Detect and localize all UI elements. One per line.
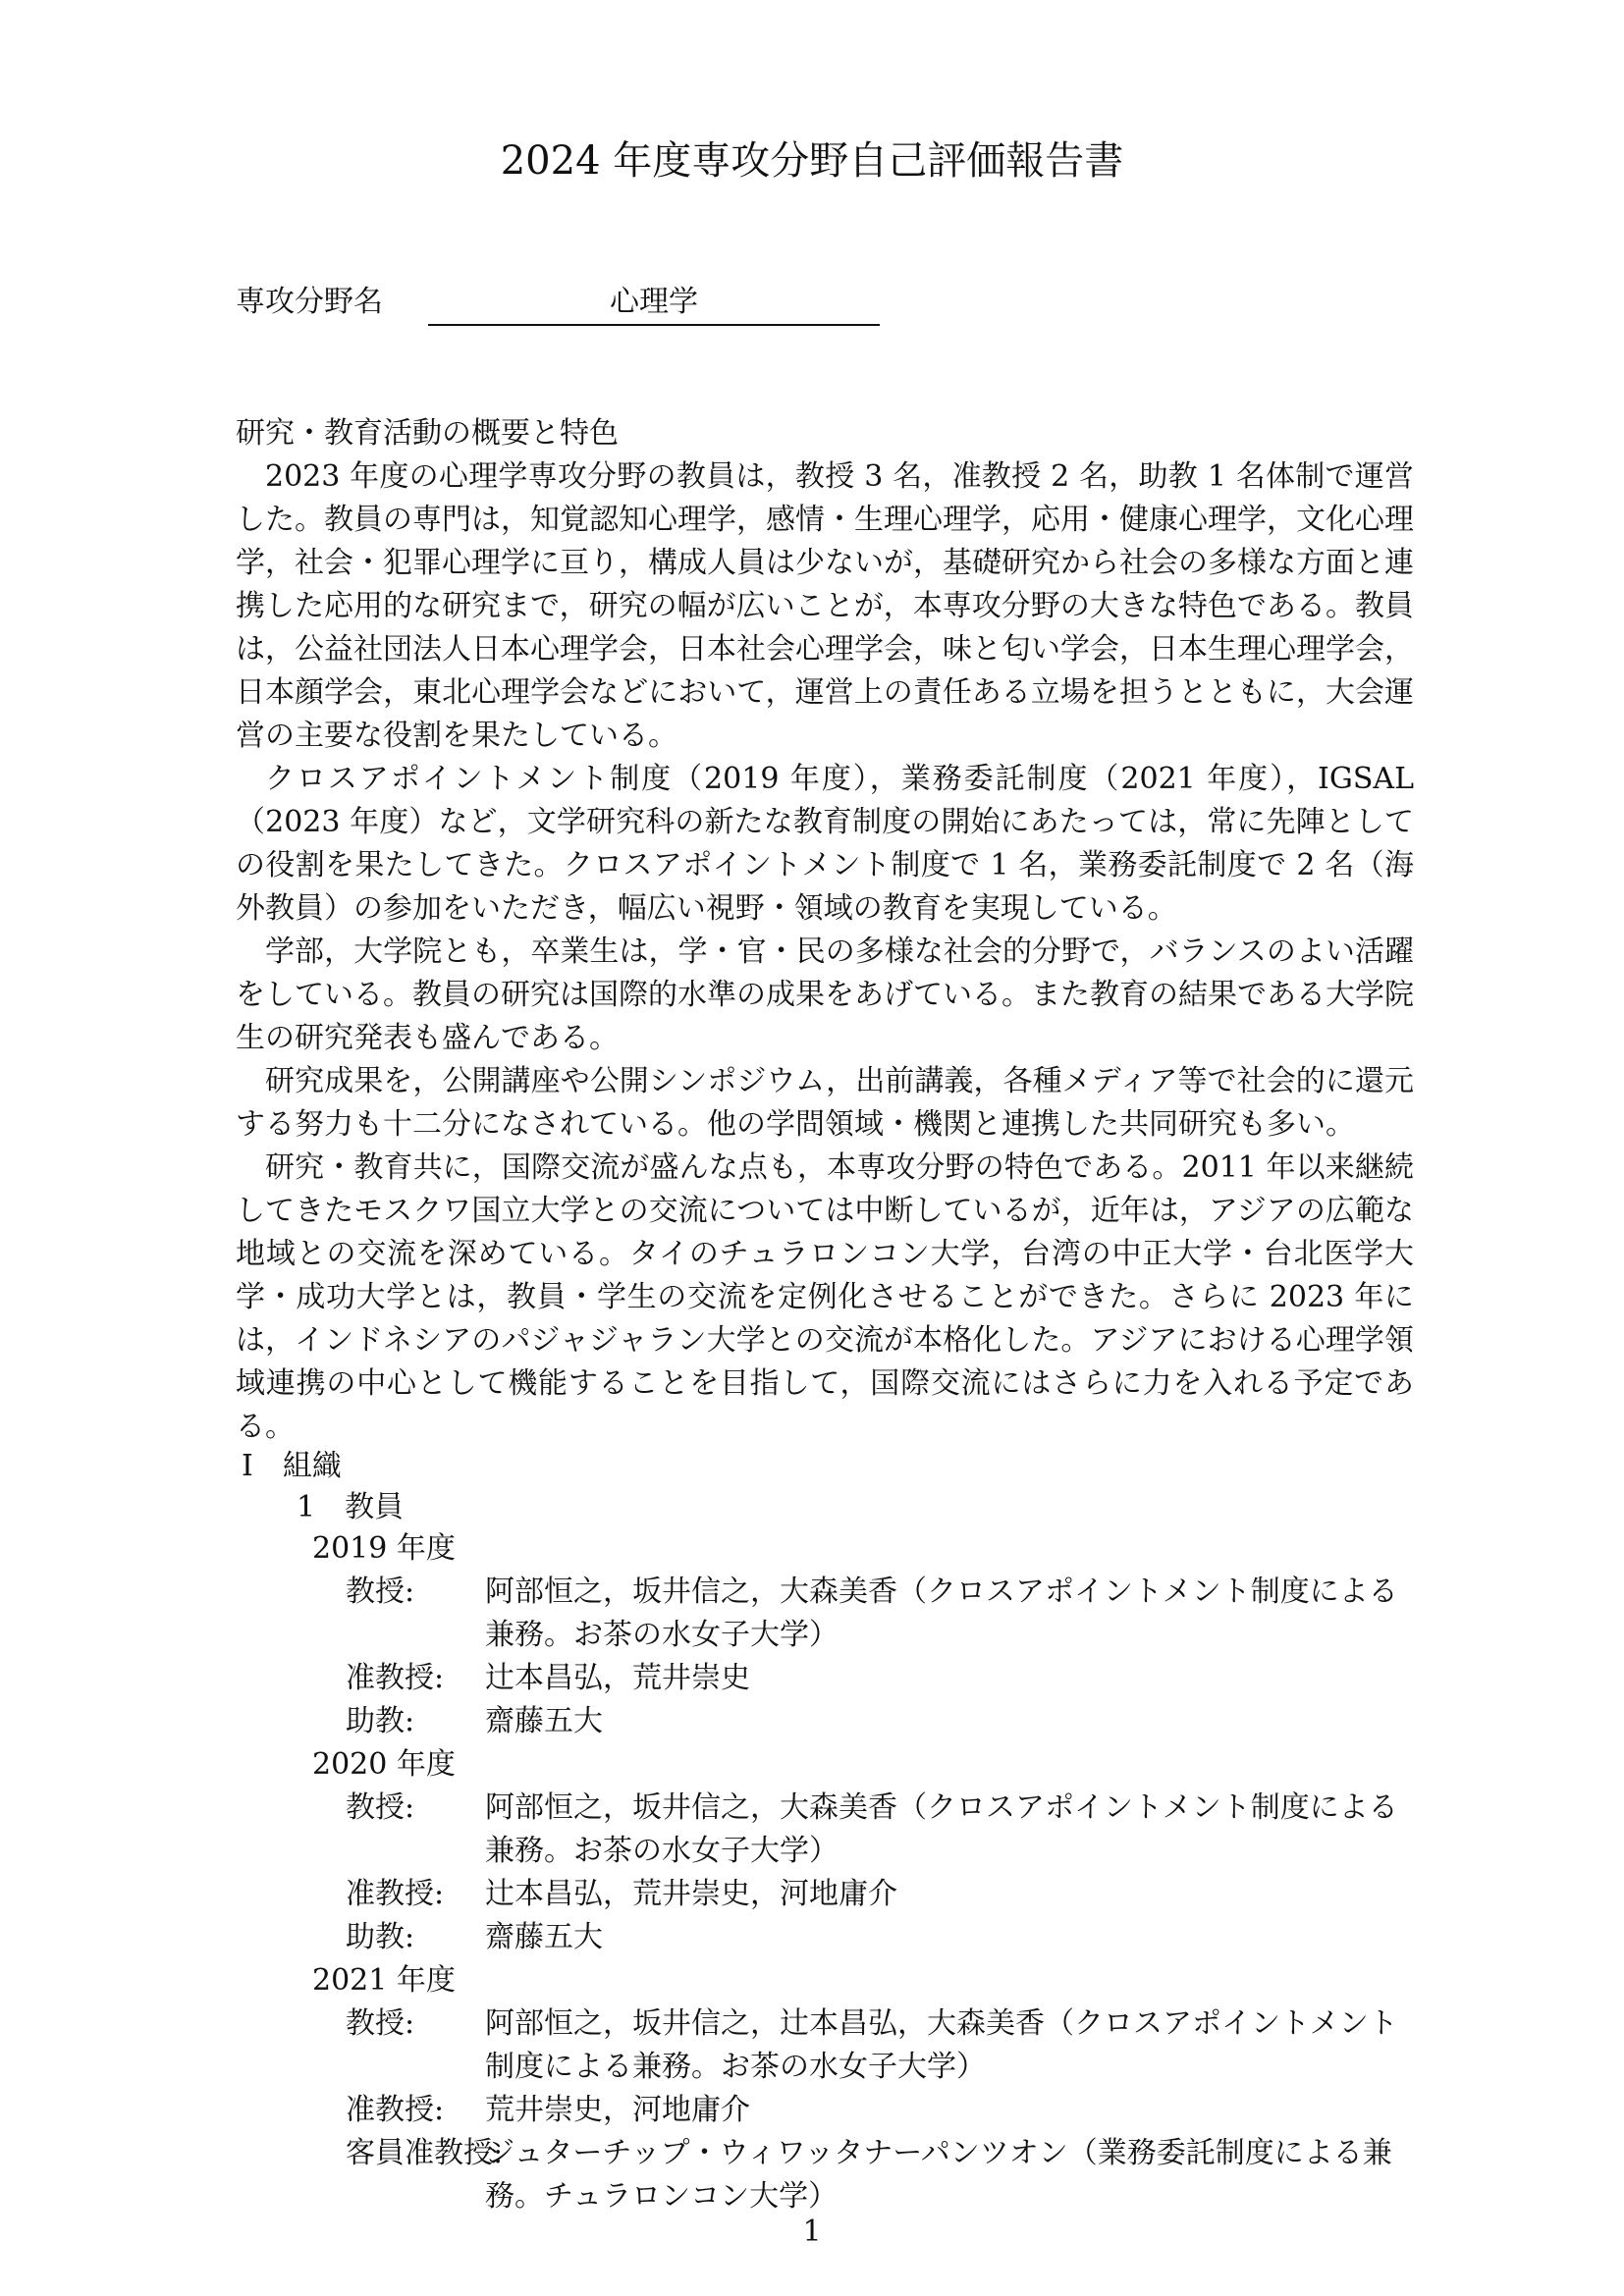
major-field-value: 心理学 bbox=[428, 281, 880, 326]
year-label: 2019 年度 bbox=[312, 1531, 456, 1566]
page-number: 1 bbox=[802, 2215, 822, 2249]
overview-paragraph: 学部，大学院とも，卒業生は，学・官・民の多様な社会的分野で，バランスのよい活躍をしている。教員の研究は国際的水準の成果をあげている。また教育の結果である大学院生の研究発表も盛んである。 bbox=[236, 934, 1414, 1055]
year-label: 2021 年度 bbox=[312, 1963, 456, 1998]
role-name: 助教: bbox=[346, 1704, 415, 1738]
overview-heading: 研究・教育活動の概要と特色 bbox=[236, 416, 619, 451]
role-name: 助教: bbox=[346, 1920, 415, 1954]
role-members: 阿部恒之，坂井信之，辻本昌弘，大森美香（クロスアポイントメント制度による兼務。お茶の水女子大学） bbox=[485, 2006, 1398, 2084]
role-members: 辻本昌弘，荒井崇史 bbox=[485, 1661, 750, 1695]
subsection-heading: 1 教員 bbox=[297, 1490, 405, 1524]
staff-year-block bbox=[312, 1527, 1422, 2218]
role-members: 阿部恒之，坂井信之，大森美香（クロスアポイントメント制度による兼務。お茶の水女子大学） bbox=[485, 1790, 1398, 1868]
section-heading: Ⅰ 組織 bbox=[242, 1449, 342, 1483]
role-name: 客員准教授: bbox=[346, 2136, 504, 2170]
role-row bbox=[312, 1916, 1422, 1959]
overview-paragraph: 研究成果を，公開講座や公開シンポジウム，出前講義，各種メディア等で社会的に還元する努力も十二分になされている。他の学問領域・機関と連携した共同研究も多い。 bbox=[236, 1064, 1414, 1142]
role-members: ジュターチップ・ウィワッタナーパンツオン（業務委託制度による兼務。チュラロンコン大学） bbox=[485, 2136, 1392, 2214]
role-row bbox=[312, 1787, 1422, 1873]
role-name: 准教授: bbox=[346, 1661, 445, 1695]
role-row bbox=[312, 2002, 1422, 2089]
major-field-label: 専攻分野名 bbox=[236, 285, 383, 319]
role-members: 齋藤五大 bbox=[485, 1704, 603, 1738]
year-label: 2020 年度 bbox=[312, 1747, 456, 1782]
role-members: 辻本昌弘，荒井崇史，河地庸介 bbox=[485, 1877, 897, 1911]
role-row bbox=[312, 1873, 1422, 1916]
role-row bbox=[312, 1700, 1422, 1743]
overview-paragraph: 2023 年度の心理学専攻分野の教員は，教授 3 名，准教授 2 名，助教 1 名体制で運営した。教員の専門は，知覚認知心理学，感情・生理心理学，応用・健康心理学，文化心理学，社会・犯罪心理学に亘り，構成人員は少ないが，基礎研究から社会の多様な方面と連携した応用的な研究まで，研究の幅が広いことが，本専攻分野の大きな特色である。教員は，公益社団法人日本心理学会，日本社会心理学会，味と匂い学会，日本生理心理学会，日本顔学会，東北心理学会などにおいて，運営上の責任ある立場を担うとともに，大会運営の主要な役割を果たしている。 bbox=[236, 459, 1414, 753]
report-title: 2024 年度専攻分野自己評価報告書 bbox=[500, 138, 1124, 184]
role-members: 阿部恒之，坂井信之，大森美香（クロスアポイントメント制度による兼務。お茶の水女子大学） bbox=[485, 1575, 1398, 1652]
overview-paragraph: 研究・教育共に，国際交流が盛んな点も，本専攻分野の特色である。2011 年以来継続してきたモスクワ国立大学との交流については中断しているが，近年は，アジアの広範な地域との交流を深めている。タイのチュラロンコン大学，台湾の中正大学・台北医学大学・成功大学とは，教員・学生の交流を定例化させることができた。さらに 2023 年には，インドネシアのパジャジャラン大学との交流が本格化した。アジアにおける心理学領域連携の中心として機能することを目指して，国際交流にはさらに力を入れる予定である。 bbox=[236, 1150, 1414, 1444]
role-members: 荒井崇史，河地庸介 bbox=[485, 2093, 750, 2127]
role-row bbox=[312, 1571, 1422, 1657]
overview-paragraph: クロスアポイントメント制度（2019 年度），業務委託制度（2021 年度），IGSAL（2023 年度）など，文学研究科の新たな教育制度の開始にあたっては，常に先陣としての役割を果たしてきた。クロスアポイントメント制度で 1 名，業務委託制度で 2 名（海外教員）の参加をいただき，幅広い視野・領域の教育を実現している。 bbox=[236, 762, 1414, 926]
role-row bbox=[312, 2089, 1422, 2132]
role-name: 准教授: bbox=[346, 2093, 445, 2127]
overview-section bbox=[236, 412, 1414, 1449]
role-row bbox=[312, 2132, 1422, 2218]
role-name: 教授: bbox=[346, 2006, 415, 2041]
role-name: 教授: bbox=[346, 1575, 415, 1609]
role-name: 教授: bbox=[346, 1790, 415, 1825]
role-members: 齋藤五大 bbox=[485, 1920, 603, 1954]
role-name: 准教授: bbox=[346, 1877, 445, 1911]
role-row bbox=[312, 1657, 1422, 1700]
